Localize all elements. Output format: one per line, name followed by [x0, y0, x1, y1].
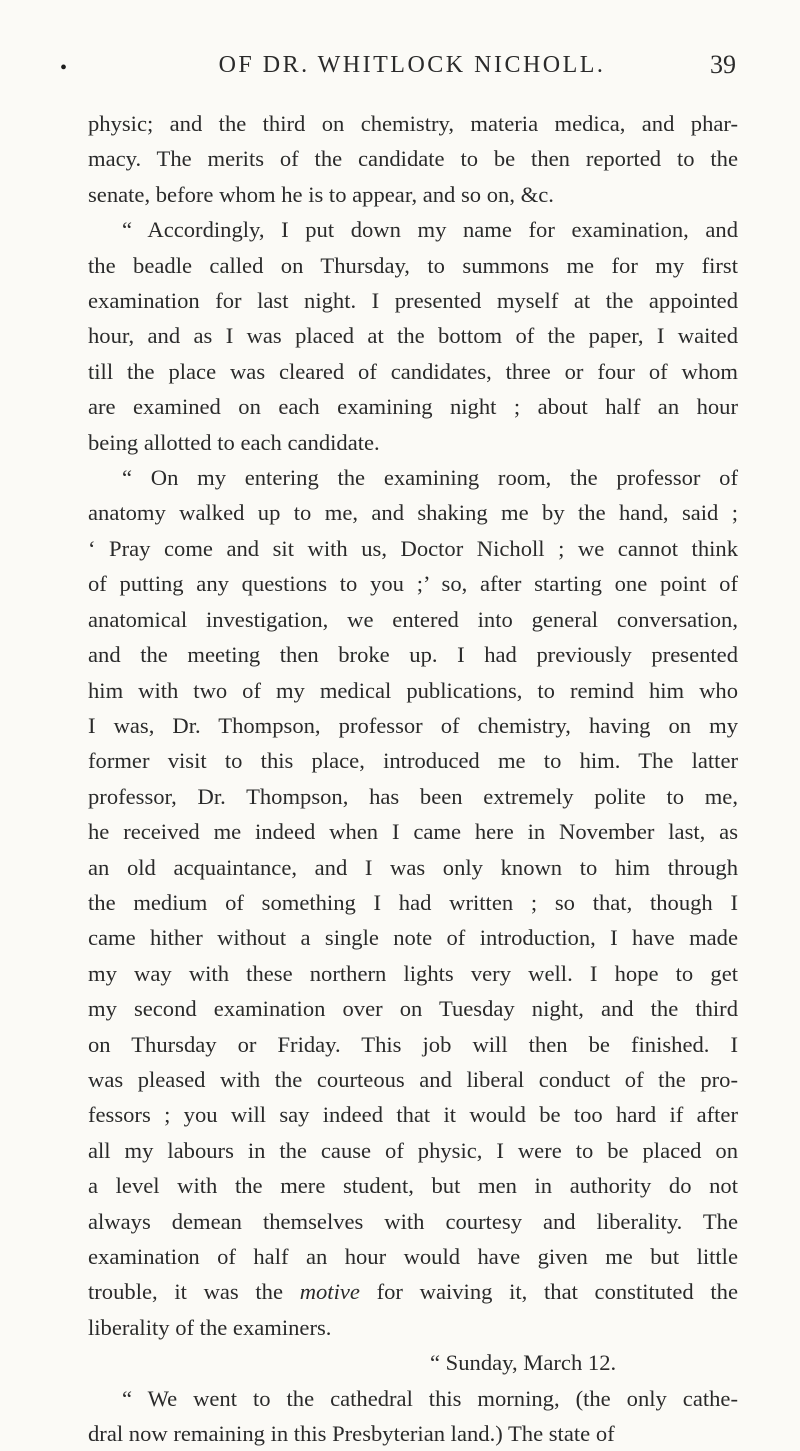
text-line: fessors ; you will say indeed that it would be too hard if after: [88, 1102, 738, 1128]
text-line: “ On my entering the examining room, the professor of: [122, 465, 738, 491]
text-line: the medium of something I had written ; so that, though I: [88, 889, 738, 915]
italic-word: motive: [299, 1279, 360, 1305]
text-line: my way with these northern lights very well. I hope to get: [88, 960, 738, 986]
text-line: a level with the mere student, but men in authority do not: [88, 1173, 738, 1199]
text-line: macy. The merits of the candidate to be then reported to the: [88, 146, 738, 172]
text-line: anatomical investigation, we entered into general conversation,: [88, 606, 738, 632]
text-line: till the place was cleared of candidates, three or four of whom: [88, 358, 738, 384]
text-line: professor, Dr. Thompson, has been extremely polite to me,: [88, 783, 738, 809]
text-line: all my labours in the cause of physic, I were to be placed on: [88, 1137, 738, 1163]
text-line: I was, Dr. Thompson, professor of chemistry, having on my: [88, 712, 738, 738]
text-line: are examined on each examining night ; about half an hour: [88, 394, 738, 420]
text-line: him with two of my medical publications, to remind him who: [88, 677, 738, 703]
text-line: on Thursday or Friday. This job will then be finished. I: [88, 1031, 738, 1057]
text-line: always demean themselves with courtesy and liberality. The: [88, 1208, 738, 1234]
text-line: “ Accordingly, I put down my name for examination, and: [122, 217, 738, 243]
text-line: was pleased with the courteous and liberal conduct of the pro-: [88, 1066, 738, 1092]
text-line: came hither without a single note of introduction, I have made: [88, 925, 738, 951]
text-line: dral now remaining in this Presbyterian land.) The state of: [88, 1421, 615, 1447]
text-line: “ We went to the cathedral this morning, (the only cathe-: [122, 1385, 738, 1411]
text-line: liberality of the examiners.: [88, 1314, 332, 1340]
text-line: the beadle called on Thursday, to summons me for my first: [88, 252, 738, 278]
text-line: ‘ Pray come and sit with us, Doctor Nicholl ; we cannot think: [88, 535, 738, 561]
text-line: former visit to this place, introduced me to him. The latter: [88, 748, 738, 774]
text-span: trouble, it was the: [88, 1279, 300, 1305]
dateline: “ Sunday, March 12.: [430, 1350, 617, 1376]
text-span: for waiving it, that constituted the: [359, 1279, 738, 1305]
text-line: my second examination over on Tuesday night, and the third: [88, 996, 738, 1022]
running-title: OF DR. WHITLOCK NICHOLL.: [218, 52, 606, 78]
running-head: [60, 48, 736, 82]
text-line: of putting any questions to you ;’ so, after starting one point of: [88, 571, 738, 597]
margin-bullet: •: [60, 57, 68, 79]
text-line: senate, before whom he is to appear, and so on, &c.: [88, 181, 554, 207]
body-text: [88, 106, 738, 1451]
text-line: physic; and the third on chemistry, materia medica, and phar-: [88, 111, 738, 136]
text-line: an old acquaintance, and I was only known to him through: [88, 854, 738, 880]
text-line: and the meeting then broke up. I had previously presented: [88, 642, 738, 668]
text-line: he received me indeed when I came here in November last, as: [88, 819, 738, 845]
text-line-with-italic: [88, 1274, 738, 1309]
text-line: anatomy walked up to me, and shaking me by the hand, said ;: [88, 500, 738, 526]
text-line: hour, and as I was placed at the bottom of the paper, I waited: [88, 323, 738, 349]
text-line: being allotted to each candidate.: [88, 429, 380, 455]
page-number: 39: [710, 50, 736, 79]
text-line: examination for last night. I presented myself at the appointed: [88, 288, 738, 314]
text-line: examination of half an hour would have given me but little: [88, 1244, 738, 1269]
